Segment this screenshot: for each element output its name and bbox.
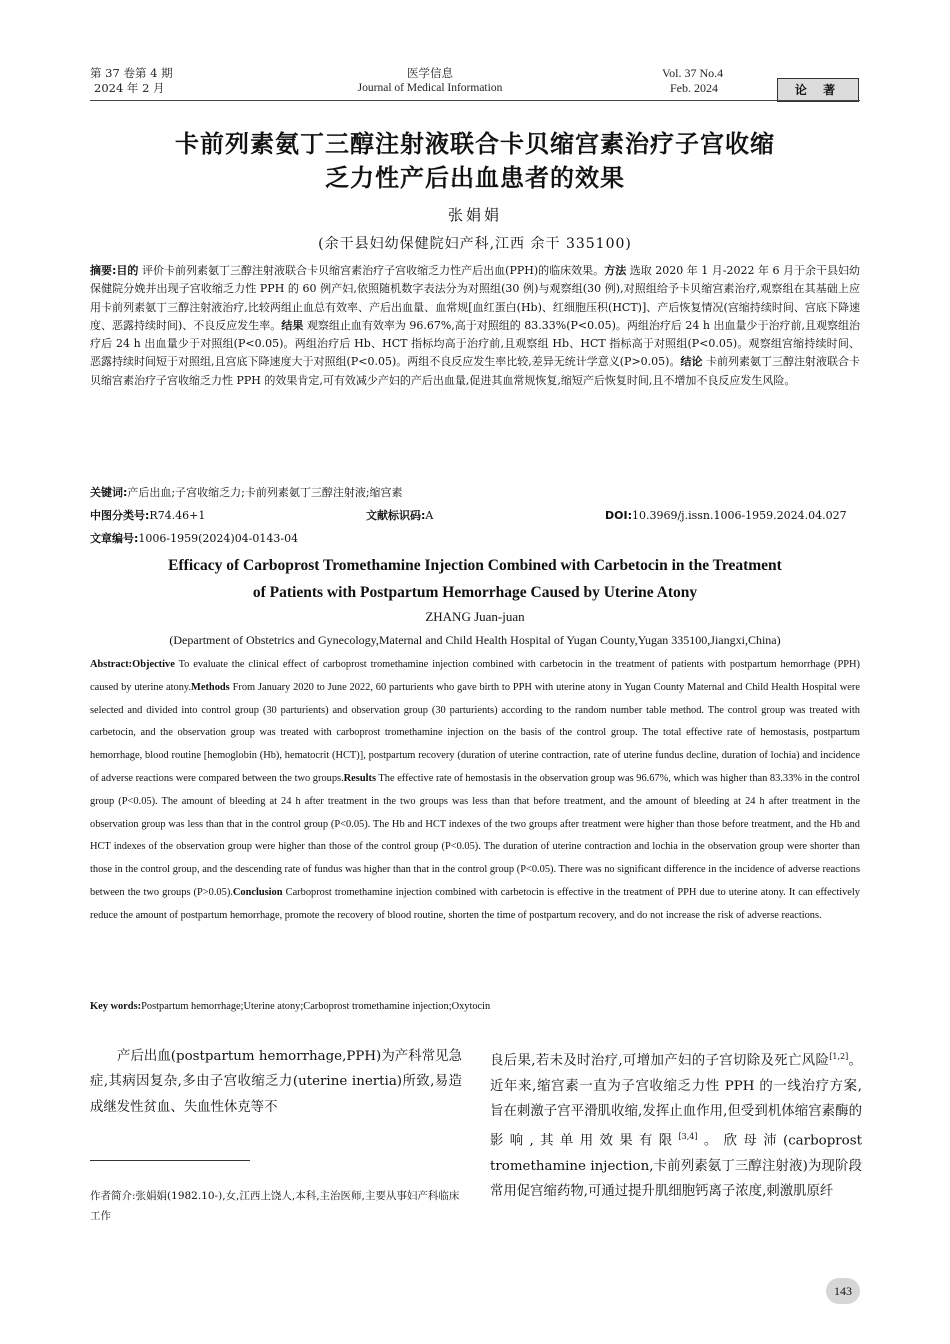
affiliation-cn: (余干县妇幼保健院妇产科,江西 余干 335100) (318, 236, 632, 252)
article-number (90, 530, 298, 548)
methods-en: From January 2020 to June 2022, 60 parturients who gave birth to PPH with uterine atony in Yugan County Maternal and Child Health Hospital were selected and divided into control group (30 parturients) and observation group (30 parturients) according to the random number table method. The control group was treated with carbetocin, and the observation group was treated with carboprost tromethamine injection on the basis of the control group. The total effective rate of hemostasis, postpartum hemorrhage, blood routine [hemoglobin (Hb), hematocrit (HCT)], postpartum recovery (duration of uterine contraction, rate of uterine fundus decline, duration of lochia) and incidence of adverse reactions were compared between the two groups. (90, 681, 860, 784)
results-en: The effective rate of hemostasis in the observation group was 96.67%, which was higher than 83.33% in the control group (P<0.05). The amount of bleeding at 24 h after treatment in the two groups was less than that before treatment, and the amount of bleeding at 24 h after treatment in the observation group was less than that in the control group (P<0.05). The Hb and HCT indexes of the two groups after treatment were higher than those before treatment, and the Hb and HCT indexes of the observation group were higher than those of the control group (P<0.05). The duration of uterine contraction and lochia in the observation group were shorter than those in the control group, and the descending rate of fundus was higher than that in the control group (P<0.05). There was no significant difference in the incidence of adverse reactions between the two groups (P>0.05). (90, 772, 860, 898)
title-en-line2: of Patients with Postpartum Hemorrhage Caused by Uterine Atony (252, 584, 698, 601)
body-right-text-a: 良后果,若未及时治疗,可增加产妇的子宫切除及死亡风险 (490, 1053, 830, 1069)
body-right-text-c: 。欣母沛(carboprost tromethamine injection,卡前列素氨丁三醇注射液)为现阶段常用促宫缩药物,可通过提升肌细胞钙离子浓度,刺激肌原纤 (490, 1133, 862, 1200)
page-number: 143 (826, 1278, 860, 1304)
article-number-label: 文章编号: (90, 532, 139, 545)
volume-issue: 第 37 卷第 4 期 (90, 66, 173, 80)
doi-value[interactable]: 10.3969/j.issn.1006-1959.2024.04.027 (631, 509, 847, 522)
objective-en: To evaluate the clinical effect of carboprost tromethamine injection combined with carbetocin in the treatment of patients with postpartum hemorrhage (PPH) caused by uterine atony. (90, 659, 860, 693)
keywords-en-label: Key words: (90, 1001, 142, 1012)
objective-label-en: Objective (132, 659, 175, 670)
abstract-cn (90, 262, 860, 390)
title-cn-line1: 卡前列素氨丁三醇注射液联合卡贝缩宫素治疗子宫收缩 (175, 130, 775, 158)
article-number-value: 1006-1959(2024)04-0143-04 (138, 532, 299, 545)
keywords-en-text: Postpartum hemorrhage;Uterine atony;Carboprost tromethamine injection;Oxytocin (141, 1001, 491, 1012)
methods-cn: 选取 2020 年 1 月-2022 年 6 月于余干县妇幼保健院分娩并出现子宫收缩乏力性 PPH 的 60 例产妇,依照随机数字表法分为对照组(30 例)与观察组(30 例),对照组给予卡贝缩宫素治疗,观察组在其基础上应用卡前列素氨丁三醇注射液治疗,比较两组止血总有效率、产后出血量、血常规[血红蛋白(Hb)、红细胞压积(HCT)]、产后恢复情况(宫缩持续时间、宫底下降速度、恶露持续时间)、不良反应发生率。 (90, 264, 860, 332)
keywords-cn-label: 关键词: (90, 486, 128, 499)
keywords-cn-text: 产后出血;子宫收缩乏力;卡前列素氨丁三醇注射液;缩宫素 (127, 486, 403, 499)
journal-issue-en (662, 66, 723, 96)
doc-code-label: 文献标识码: (366, 509, 426, 522)
header-divider (90, 100, 860, 101)
journal-issue (90, 66, 173, 96)
conclusion-cn: 卡前列素氨丁三醇注射液联合卡贝缩宫素治疗子宫收缩乏力性 PPH 的效果肯定,可有效减少产妇的产后出血量,促进其血常规恢复,缩短产后恢复时间,且不增加不良反应发生风险。 (90, 355, 861, 387)
objective-label-cn: 目的 (116, 264, 139, 277)
author-en: ZHANG Juan-juan (425, 609, 525, 624)
citation-3-4[interactable]: [3,4] (678, 1132, 698, 1142)
doi-label: DOI: (605, 509, 632, 522)
body-left-paragraph: 产后出血(postpartum hemorrhage,PPH)为产科常见急症,其病因复杂,多由子宫收缩乏力(uterine inertia)所致,易造成继发性贫血、失血性休克等不 (90, 1049, 462, 1115)
doc-code-value: A (425, 509, 434, 522)
body-right-text-b: 。近年来,缩宫素一直为子宫收缩乏力性 PPH 的一线治疗方案, 旨在刺激子宫平滑肌收缩,发挥止血作用,但受到机体缩宫素酶的影响,其单用效果有限 (490, 1053, 863, 1149)
results-cn: 观察组止血有效率为 96.67%,高于对照组的 83.33%(P<0.05)。两组治疗后 24 h 出血量少于治疗前,且观察组治疗后 24 h 出血量少于对照组(P<0.05)。两组治疗后 Hb、HCT 指标均高于治疗前,且观察组 Hb、HCT 指标高于对照组(P<0.05)。观察组宫缩持续时间、恶露持续时间短于对照组,且宫底下降速度大于对照组(P<0.05)。两组不良反应发生率比较,差异无统计学意义(P>0.05)。 (90, 318, 861, 369)
clc-value: R74.46+1 (149, 509, 206, 522)
methods-label-cn: 方法 (604, 264, 627, 277)
conclusion-en: Carboprost tromethamine injection combined with carbetocin is effective in the treatment of PPH due to uterine atony. It can effectively reduce the amount of postpartum hemorrhage, promote the recovery of blood routine, shorten the time of postpartum recovery, and do not increase the risk of adverse reactions. (90, 886, 860, 921)
clc-label: 中图分类号: (90, 509, 150, 522)
conclusion-label-en: Conclusion (232, 886, 283, 898)
abstract-en (90, 654, 860, 928)
journal-name-cn: 医学信息 (407, 66, 453, 80)
doi (605, 507, 847, 525)
affiliation-en: (Department of Obstetrics and Gynecology,Maternal and Child Health Hospital of Yugan County,Yugan 335100,Jiangxi,China) (169, 633, 781, 647)
footnote-divider (90, 1160, 250, 1161)
clc-number (90, 507, 205, 525)
journal-name (325, 66, 535, 96)
author-footnote: 作者简介:张娟娟(1982.10-),女,江西上饶人,本科,主治医师,主要从事妇产科临床工作 (90, 1190, 460, 1222)
title-en (90, 552, 860, 606)
results-label-cn: 结果 (281, 318, 304, 332)
title-cn-line2: 乏力性产后出血患者的效果 (325, 164, 625, 192)
title-en-line1: Efficacy of Carboprost Tromethamine Injection Combined with Carbetocin in the Treatment (168, 557, 782, 574)
journal-name-en: Journal of Medical Information (357, 82, 503, 94)
methods-label-en: Methods (191, 681, 230, 693)
issue-date: 2024 年 2 月 (94, 81, 165, 95)
issue-date-en: Feb. 2024 (670, 81, 718, 95)
conclusion-label-cn: 结论 (680, 355, 703, 369)
abstract-en-label: Abstract: (90, 659, 133, 670)
document-code (366, 507, 433, 525)
keywords-cn (90, 484, 860, 502)
abstract-cn-label: 摘要: (90, 264, 117, 277)
volume-issue-en: Vol. 37 No.4 (662, 66, 724, 80)
section-badge: 论 著 (777, 78, 859, 102)
body-right-paragraph (490, 1044, 862, 1205)
author-cn: 张娟娟 (447, 206, 502, 224)
keywords-en (90, 998, 860, 1016)
objective-cn: 评价卡前列素氨丁三醇注射液联合卡贝缩宫素治疗子宫收缩乏力性产后出血(PPH)的临床效果。 (138, 264, 605, 277)
title-cn (90, 127, 860, 195)
citation-1-2[interactable]: [1,2] (829, 1052, 849, 1061)
results-label-en: Results (343, 772, 377, 784)
